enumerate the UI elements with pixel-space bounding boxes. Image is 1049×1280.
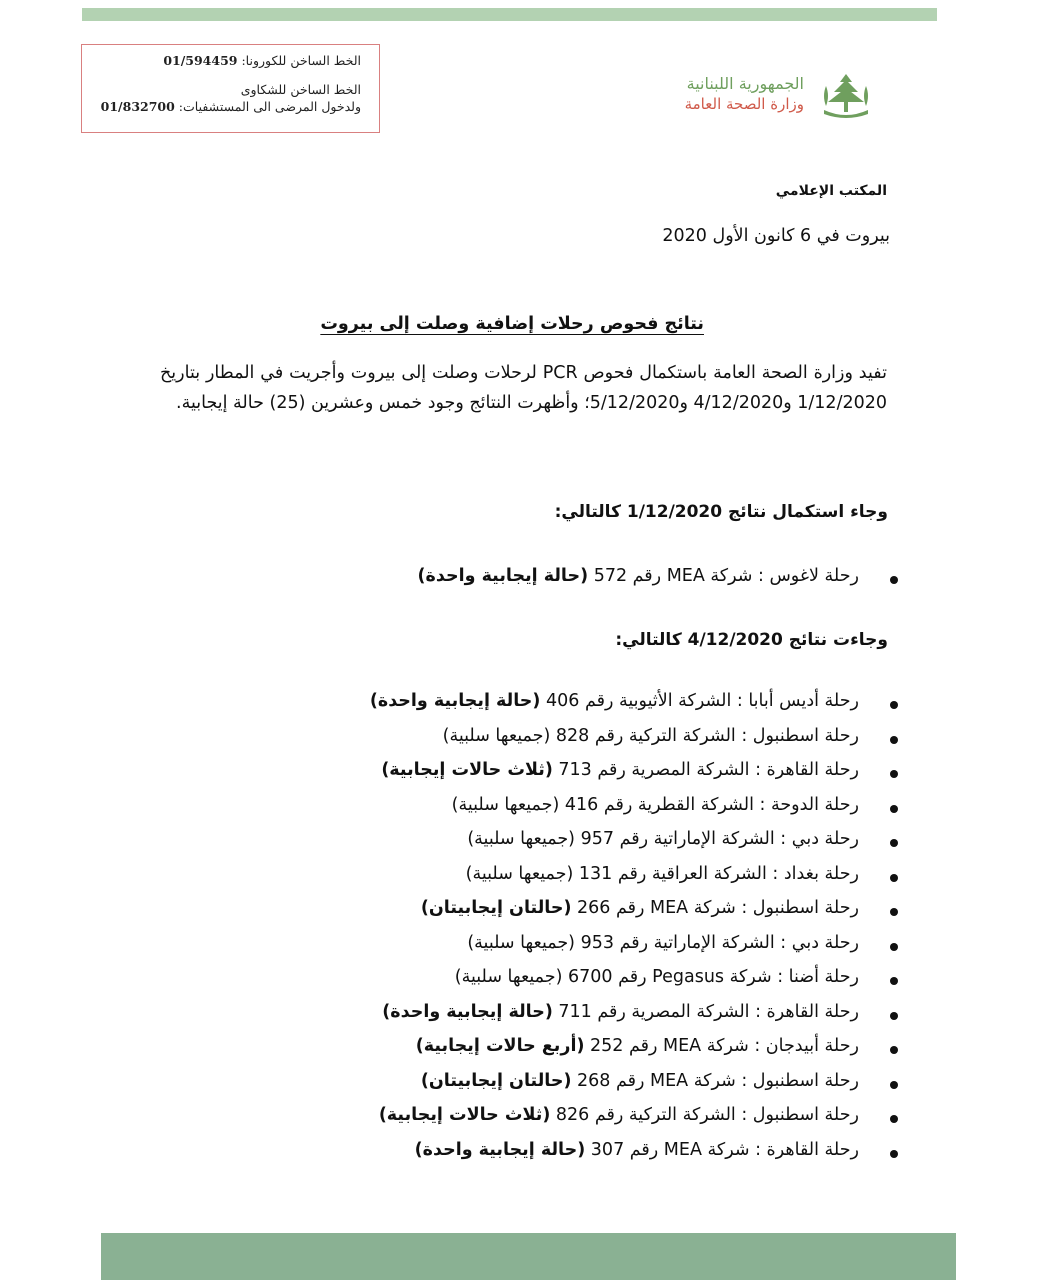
- flight-details: رحلة اسطنبول : الشركة التركية رقم 828: [550, 725, 859, 746]
- flight-details: رحلة الدوحة : الشركة القطرية رقم 416: [559, 794, 859, 815]
- bullet-icon: [890, 1081, 898, 1089]
- flight-result: (حالتان إيجابيتان): [420, 1070, 572, 1091]
- corona-hotline: [90, 52, 361, 69]
- logo-line-ministry: وزارة الصحة العامة: [684, 95, 804, 113]
- flight-details: رحلة اسطنبول : الشركة التركية رقم 826: [550, 1105, 859, 1125]
- flight-item: [370, 760, 859, 795]
- corona-hotline-label: الخط الساخن للكورونا:: [241, 53, 361, 68]
- flight-list-1-12: [418, 566, 859, 601]
- section-heading-4-12: وجاءت نتائج 4/12/2020 كالتالي:: [615, 630, 888, 650]
- flight-details: رحلة دبي : الشركة الإماراتية رقم 953: [575, 932, 859, 953]
- admission-hotline: [90, 98, 361, 115]
- flight-details: رحلة لاغوس : شركة MEA رقم 572: [588, 566, 859, 586]
- flight-details: رحلة اسطنبول : شركة MEA رقم 268: [571, 1070, 859, 1091]
- bullet-icon: [890, 770, 898, 778]
- flight-item: [370, 864, 859, 899]
- flight-details: رحلة بغداد : الشركة العراقية رقم 131: [573, 863, 859, 884]
- bullet-icon: [890, 977, 898, 985]
- flight-item: [370, 1002, 859, 1037]
- flight-details: رحلة القاهرة : الشركة المصرية رقم 711: [552, 1001, 859, 1022]
- bullet-icon: [890, 839, 898, 847]
- bullet-icon: [890, 736, 898, 744]
- admission-hotline-label: ولدخول المرضى الى المستشفيات:: [178, 99, 361, 114]
- logo-line-republic: الجمهورية اللبنانية: [686, 74, 804, 93]
- flight-item: [370, 1036, 859, 1071]
- flight-result: (جميعها سلبية): [467, 932, 576, 953]
- flight-details: رحلة أضنا : شركة Pegasus رقم 6700: [562, 967, 859, 987]
- corona-hotline-number: 01/594459: [163, 53, 238, 68]
- bullet-icon: [890, 576, 898, 584]
- bullet-icon: [890, 943, 898, 951]
- flight-item: [370, 726, 859, 761]
- flight-result: (جميعها سلبية): [467, 829, 576, 849]
- flight-result: (جميعها سلبية): [451, 794, 560, 815]
- bullet-icon: [890, 1046, 898, 1054]
- flight-item: [370, 898, 859, 933]
- bullet-icon: [890, 701, 898, 709]
- flight-details: رحلة القاهرة : شركة MEA رقم 307: [585, 1139, 859, 1160]
- page-title: نتائج فحوص رحلات إضافية وصلت إلى بيروت: [320, 314, 704, 334]
- flight-item: [370, 1071, 859, 1106]
- flight-result: (حالة إيجابية واحدة): [369, 691, 541, 711]
- intro-paragraph: تفيد وزارة الصحة العامة باستكمال فحوص PCR لرحلات وصلت إلى بيروت وأجريت في المطار بتاريخ 1/12/2020 و4/12/2020 و5/12/2020؛ وأظهرت النتائج وجود خمس وعشرين (25) حالة إيجابية.: [160, 363, 887, 413]
- bullet-icon: [890, 874, 898, 882]
- bottom-decorative-bar: [101, 1233, 956, 1280]
- section-heading-1-12: وجاء استكمال نتائج 1/12/2020 كالتالي:: [554, 502, 888, 522]
- flight-item: [370, 691, 859, 726]
- bullet-icon: [890, 1115, 898, 1123]
- flight-details: رحلة اسطنبول : شركة MEA رقم 266: [571, 898, 859, 918]
- flight-item: [370, 795, 859, 830]
- flight-result: (حالة إيجابية واحدة): [414, 1139, 586, 1160]
- flight-result: (جميعها سلبية): [465, 863, 574, 884]
- ministry-logo: [644, 70, 874, 120]
- flight-result: (حالتان إيجابيتان): [420, 898, 572, 918]
- flight-result: (ثلاث حالات إيجابية): [378, 1105, 551, 1125]
- flight-result: (حالة إيجابية واحدة): [382, 1001, 553, 1022]
- complaints-hotline-label: الخط الساخن للشكاوى: [240, 82, 361, 97]
- dateline: بيروت في 6 كانون الأول 2020: [662, 226, 890, 246]
- flight-result: (جميعها سلبية): [454, 967, 563, 987]
- flight-details: رحلة القاهرة : الشركة المصرية رقم 713: [552, 760, 859, 780]
- bullet-icon: [890, 908, 898, 916]
- flight-item: [370, 1105, 859, 1140]
- flight-details: رحلة أبيدجان : شركة MEA رقم 252: [584, 1036, 859, 1056]
- bullet-icon: [890, 1012, 898, 1020]
- flight-item: [370, 1140, 859, 1175]
- cedar-logo-icon: [818, 70, 874, 120]
- flight-result: (جميعها سلبية): [442, 725, 551, 746]
- admission-hotline-number: 01/832700: [100, 99, 175, 114]
- bullet-icon: [890, 805, 898, 813]
- bullet-icon: [890, 1150, 898, 1158]
- flight-result: (حالة إيجابية واحدة): [417, 566, 589, 586]
- hotline-box: [81, 44, 380, 133]
- flight-item: [418, 566, 859, 601]
- flight-list-4-12: [370, 691, 859, 1174]
- flight-result: (أربع حالات إيجابية): [415, 1036, 585, 1056]
- flight-item: [370, 829, 859, 864]
- flight-details: رحلة دبي : الشركة الإماراتية رقم 957: [575, 829, 859, 849]
- top-decorative-bar: [82, 8, 937, 21]
- flight-item: [370, 933, 859, 968]
- press-office-label: المكتب الإعلامي: [775, 183, 887, 199]
- flight-details: رحلة أديس أبابا : الشركة الأثيوبية رقم 406: [540, 691, 859, 711]
- flight-item: [370, 967, 859, 1002]
- flight-result: (ثلاث حالات إيجابية): [381, 760, 553, 780]
